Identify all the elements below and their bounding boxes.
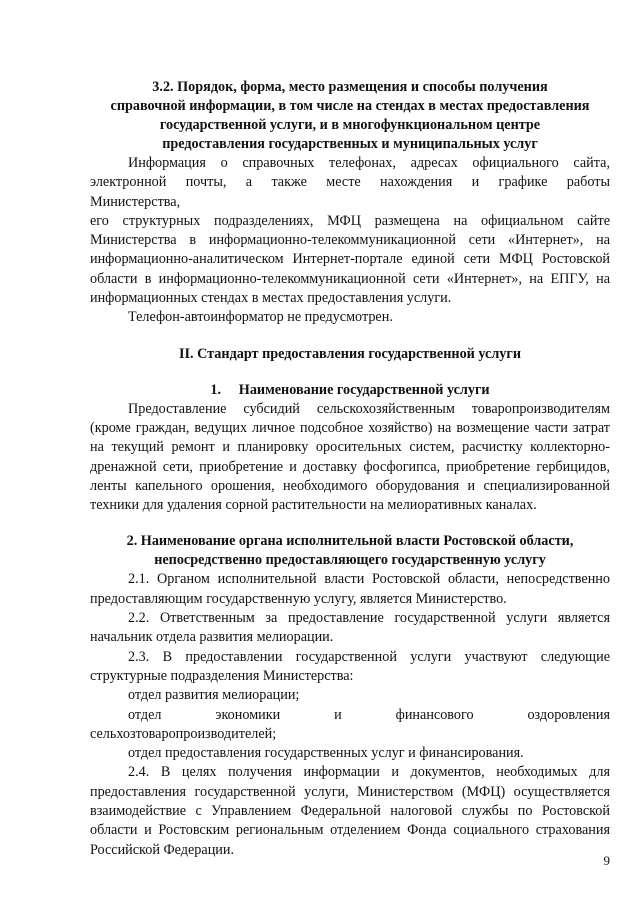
title-line: непосредственно предоставляющего государственную услугу xyxy=(154,552,546,569)
list-item: отдел развития мелиорации; xyxy=(128,687,300,704)
section-II-title: II. Стандарт предоставления государственной услуги xyxy=(178,345,522,362)
paragraph: его структурных подразделениях, МФЦ размещена на официальном сайте Министерства в информационно-телекоммуникационной сети «Интернет», на информационно-аналитическом Интернет-портале единой сети МФЦ Ростовской области в информационно-телекоммуникационной сети «Интернет», на ЕПГУ, на информационных стендах в местах предоставления услуги. xyxy=(90,212,610,307)
document-page xyxy=(90,78,610,860)
paragraph: Предоставление субсидий сельскохозяйственным товаропроизводителям (кроме граждан, ведущих личное подсобное хозяйство) на возмещение части затрат на текущий ремонт и планировку оросительных систем, расчистку коллекторно-дренажной сети, приобретение и доставку фосфогипса, приобретение гербицидов, ленты капельного орошения, необходимого оборудования и специализированной техники для удаления сорной растительности на мелиоративных каналах. xyxy=(90,400,610,514)
page-number: 9 xyxy=(603,853,610,868)
paragraph: 2.1. Органом исполнительной власти Ростовской области, непосредственно предоставляющим государственную услугу, является Министерство. xyxy=(90,571,610,607)
title-line: государственной услуги, и в многофункциональном центре xyxy=(159,117,541,133)
paragraph-line: Министерства, xyxy=(90,193,181,210)
paragraph: 2.2. Ответственным за предоставление государственной услуги является начальник отдела развития мелиорации. xyxy=(90,610,610,646)
section-2-title xyxy=(90,532,610,570)
paragraph-line: электронной почты, а также месте нахождения и графике работы xyxy=(90,174,610,191)
paragraph: 2.3. В предоставлении государственной услуги участвуют следующие структурные подразделения Министерства: xyxy=(90,648,610,684)
title-line: 3.2. Порядок, форма, место размещения и способы получения xyxy=(152,79,548,95)
title-line: справочной информации, в том числе на стендах в местах предоставления xyxy=(110,98,590,114)
list-item: отдел предоставления государственных услуг и финансирования. xyxy=(128,745,524,762)
paragraph-line: Информация о справочных телефонах, адресах официального сайта, xyxy=(128,155,610,171)
list-item-line: сельхозтоваропроизводителей; xyxy=(90,725,277,742)
title-line: предоставления государственных и муниципальных услуг xyxy=(162,136,538,152)
paragraph: 2.4. В целях получения информации и документов, необходимых для предоставления государственной услуги, Министерством (МФЦ) осуществляется взаимодействие с Управлением Федеральной налоговой службы по Ростовской области и Ростовским региональным отделением Фонда социального страхования Российской Федерации. xyxy=(90,764,610,858)
title-line: 2. Наименование органа исполнительной власти Ростовской области, xyxy=(126,533,574,550)
paragraph: Телефон-автоинформатор не предусмотрен. xyxy=(128,309,393,326)
section-3-2-title xyxy=(90,78,610,154)
section-1-title: 1. Наименование государственной услуги xyxy=(210,381,490,398)
list-item-line: отдел экономики и финансового оздоровления xyxy=(128,706,610,723)
